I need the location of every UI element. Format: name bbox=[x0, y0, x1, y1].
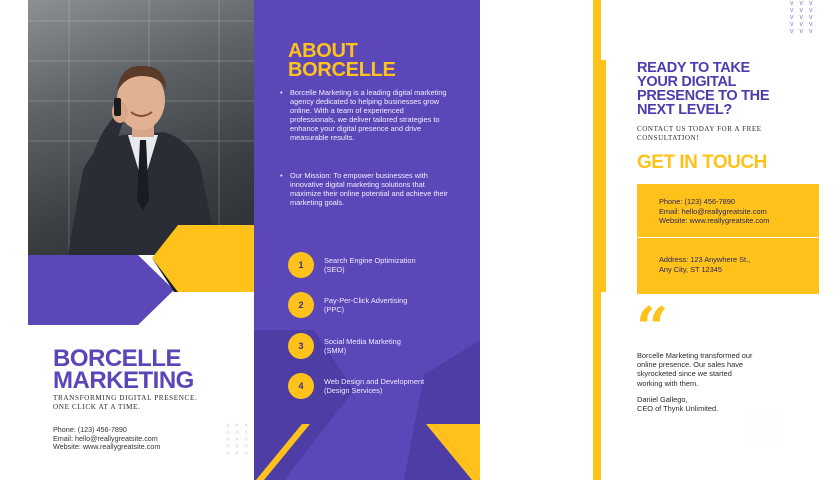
divider-accent bbox=[601, 60, 606, 292]
service-number-2: 2 bbox=[288, 292, 314, 318]
cta-text bbox=[637, 125, 762, 143]
service-4-line2: (Design Services) bbox=[324, 386, 383, 395]
about-heading bbox=[288, 42, 396, 80]
service-3-line2: (SMM) bbox=[324, 346, 347, 355]
ready-line3: PRESENCE TO THE bbox=[637, 88, 770, 104]
tagline-line2: ONE CLICK AT A TIME. bbox=[53, 403, 141, 411]
service-3-line1: Social Media Marketing bbox=[324, 337, 401, 346]
cta-line1: CONTACT US TODAY FOR A FREE bbox=[637, 125, 762, 133]
service-4-line1: Web Design and Development bbox=[324, 377, 425, 386]
brand-title bbox=[53, 345, 194, 394]
divider-bar bbox=[593, 0, 601, 480]
panel1-phone: Phone: (123) 456-7890 bbox=[53, 425, 127, 434]
about-bullet-2: • Our Mission: To empower businesses with innovative digital marketing solutions that maximize their online potential and achieve their marketing goals. bbox=[280, 171, 448, 207]
address-line2: Any City, ST 12345 bbox=[659, 264, 722, 274]
service-label-1 bbox=[324, 256, 416, 274]
triangle-pattern-top-icon: vvv vvv vvv vvv vvv bbox=[790, 0, 819, 35]
testimonial-text bbox=[637, 351, 807, 388]
service-1-line1: Search Engine Optimization bbox=[324, 256, 416, 265]
about-panel bbox=[254, 0, 480, 480]
dot-pattern-icon: ····· ····· ····· ····· ····· bbox=[745, 410, 792, 445]
brand-line2: MARKETING bbox=[53, 367, 194, 394]
service-2-line2: (PPC) bbox=[324, 305, 345, 314]
about-bullet-1-text: Borcelle Marketing is a leading digital marketing agency dedicated to helping businesses grow online. With a team of experienced professionals, we deliver tailored strategies to enhance your digital presence and drive measurable results. bbox=[290, 88, 447, 142]
service-label-3 bbox=[324, 337, 401, 355]
service-2-line1: Pay-Per-Click Advertising bbox=[324, 296, 408, 305]
businessman-photo bbox=[28, 0, 254, 255]
service-number-1: 1 bbox=[288, 252, 314, 278]
testimonial-line1: Borcelle Marketing transformed our bbox=[637, 351, 753, 360]
author-name: Daniel Gallego, bbox=[637, 395, 688, 404]
service-1-line2: (SEO) bbox=[324, 265, 345, 274]
author-title: CEO of Thynk Unlimited. bbox=[637, 404, 719, 414]
quote-icon: “ bbox=[636, 295, 669, 361]
panel1-email: Email: hello@reallygreatsite.com bbox=[53, 433, 158, 443]
triangle-pattern-icon: ^^^ ^^^ ^^^ ^^^ ^^^ bbox=[226, 424, 254, 459]
panel1-contact bbox=[53, 426, 160, 452]
testimonial-line3: skyrocketed since we started bbox=[637, 369, 732, 379]
panel1-decor-shapes bbox=[28, 220, 254, 330]
service-number-4: 4 bbox=[288, 373, 314, 399]
panel4-phone: Phone: (123) 456-7890 bbox=[659, 197, 736, 206]
service-item-4 bbox=[288, 373, 480, 413]
brand-line1: BORCELLE bbox=[53, 345, 181, 372]
address-line1: Address: 123 Anywhere St., bbox=[659, 255, 751, 264]
about-heading-line2: BORCELLE bbox=[288, 59, 396, 81]
service-item-1 bbox=[288, 252, 480, 292]
service-number-3: 3 bbox=[288, 333, 314, 359]
panel1-website: Website: www.reallygreatsite.com bbox=[53, 442, 161, 452]
address-box bbox=[637, 238, 819, 294]
tagline-line1: TRANSFORMING DIGITAL PRESENCE. bbox=[53, 394, 198, 402]
testimonial-line2: online presence. Our sales have bbox=[637, 360, 743, 370]
tagline bbox=[53, 394, 197, 412]
service-item-3 bbox=[288, 333, 480, 373]
about-heading-line1: ABOUT bbox=[288, 40, 358, 62]
about-bullet-2-text: Our Mission: To empower businesses with innovative digital marketing solutions that maximize their online potential and achieve their marketing goals. bbox=[290, 171, 448, 207]
ready-line4: NEXT LEVEL? bbox=[637, 102, 732, 118]
contact-box bbox=[637, 184, 819, 237]
service-label-2 bbox=[324, 296, 407, 314]
cta-line2: CONSULTATION! bbox=[637, 134, 700, 142]
panel4-website: Website: www.reallygreatsite.com bbox=[659, 216, 770, 226]
get-in-touch-heading: GET IN TOUCH bbox=[637, 152, 767, 173]
testimonial-author bbox=[637, 395, 718, 413]
service-label-4 bbox=[324, 377, 424, 395]
about-bullet-1: • Borcelle Marketing is a leading digital marketing agency dedicated to helping businesses grow online. With a team of experienced professionals, we deliver tailored strategies to enhance your digital presence and drive measurable results. bbox=[280, 88, 447, 142]
person-illustration bbox=[28, 0, 254, 255]
ready-heading bbox=[637, 61, 827, 117]
testimonial-line4: working with them. bbox=[637, 378, 699, 388]
ready-line1: READY TO TAKE bbox=[637, 60, 750, 76]
panel4-email: Email: hello@reallygreatsite.com bbox=[659, 206, 767, 216]
service-item-2 bbox=[288, 292, 480, 332]
ready-line2: YOUR DIGITAL bbox=[637, 74, 737, 90]
